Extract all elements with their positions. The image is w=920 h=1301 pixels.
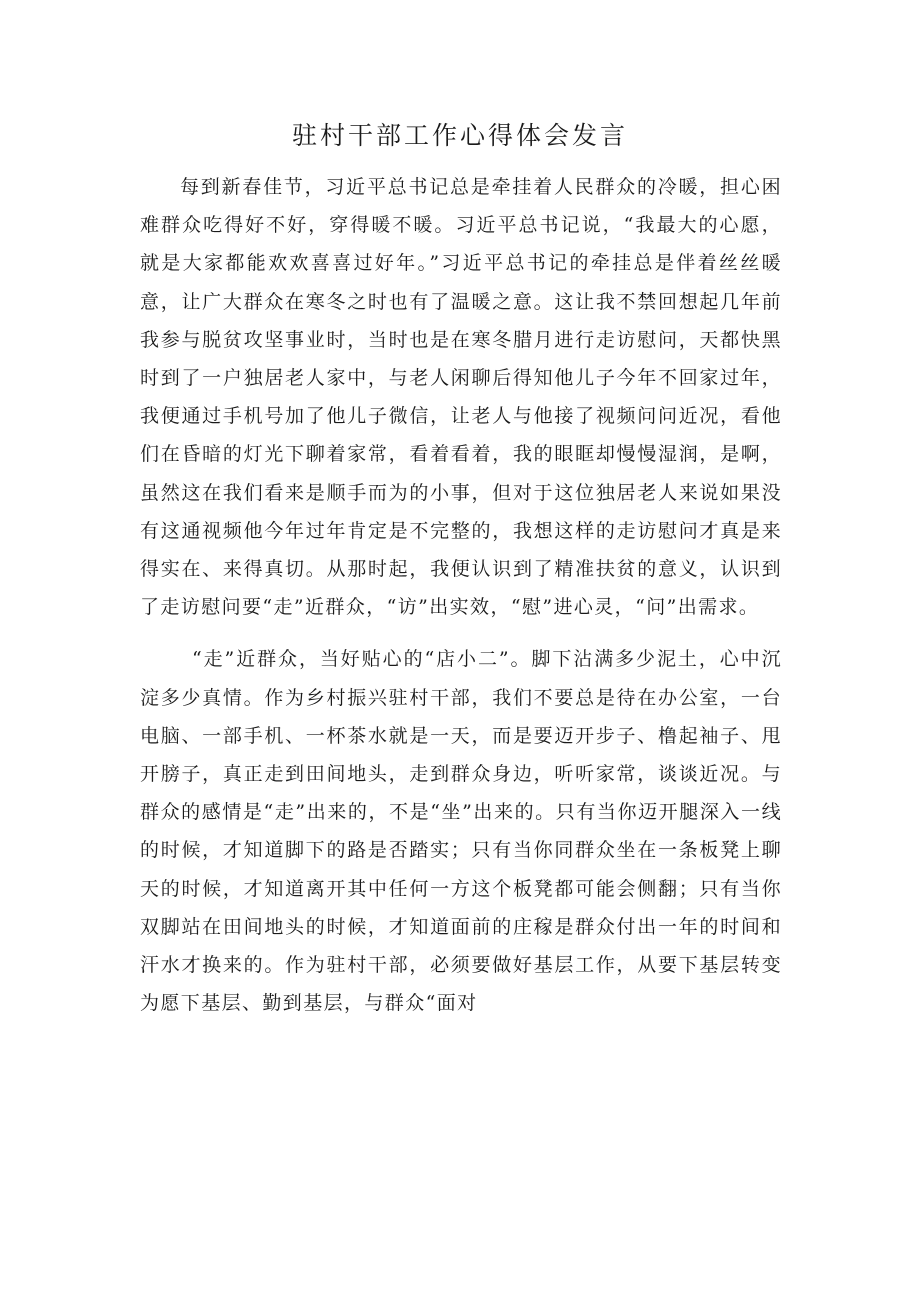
document-title: 驻村干部工作心得体会发言 (291, 121, 628, 150)
paragraph-1: 每到新春佳节，习近平总书记总是牵挂着人民群众的冷暖，担心困难群众吃得好不好，穿得暖不暖。习近平总书记说，“我最大的心愿，就是大家都能欢欢喜喜过好年。”习近平总书记的牵挂总是伴着丝丝暖意，让广大群众在寒冬之时也有了温暖之意。这让我不禁回想起几年前我参与脱贫攻坚事业时，当时也是在寒冬腊月进行走访慰问，天都快黑时到了一户独居老人家中，与老人闲聊后得知他儿子今年不回家过年，我便通过手机号加了他儿子微信，让老人与他接了视频问问近况，看他们在昏暗的灯光下聊着家常，看着看着，我的眼眶却慢慢湿润，是啊，虽然这在我们看来是顺手而为的小事，但对于这位独居老人来说如果没有这通视频他今年过年肯定是不完整的，我想这样的走访慰问才真是来得实在、来得真切。从那时起，我便认识到了精准扶贫的意义，认识到了走访慰问要“走”近群众，“访”出实效，“慰”进心灵，“问”出需求。 (140, 176, 782, 619)
document-body (140, 168, 782, 1022)
paragraph-2: “走”近群众，当好贴心的“店小二”。脚下沾满多少泥土，心中沉淀多少真情。作为乡村振兴驻村干部，我们不要总是待在办公室，一台电脑、一部手机、一杯茶水就是一天，而是要迈开步子、橹起袖子、甩开膀子，真正走到田间地头，走到群众身边，听听家常，谈谈近况。与群众的感情是“走”出来的，不是“坐”出来的。只有当你迈开腿深入一线的时候，才知道脚下的路是否踏实；只有当你同群众坐在一条板凳上聊天的时候，才知道离开其中任何一方这个板凳都可能会侧翻；只有当你双脚站在田间地头的时候，才知道面前的庄稼是群众付出一年的时间和汗水才换来的。作为驻村干部，必须要做好基层工作，从要下基层转变为愿下基层、勤到基层，与群众“面对 (140, 648, 782, 1015)
